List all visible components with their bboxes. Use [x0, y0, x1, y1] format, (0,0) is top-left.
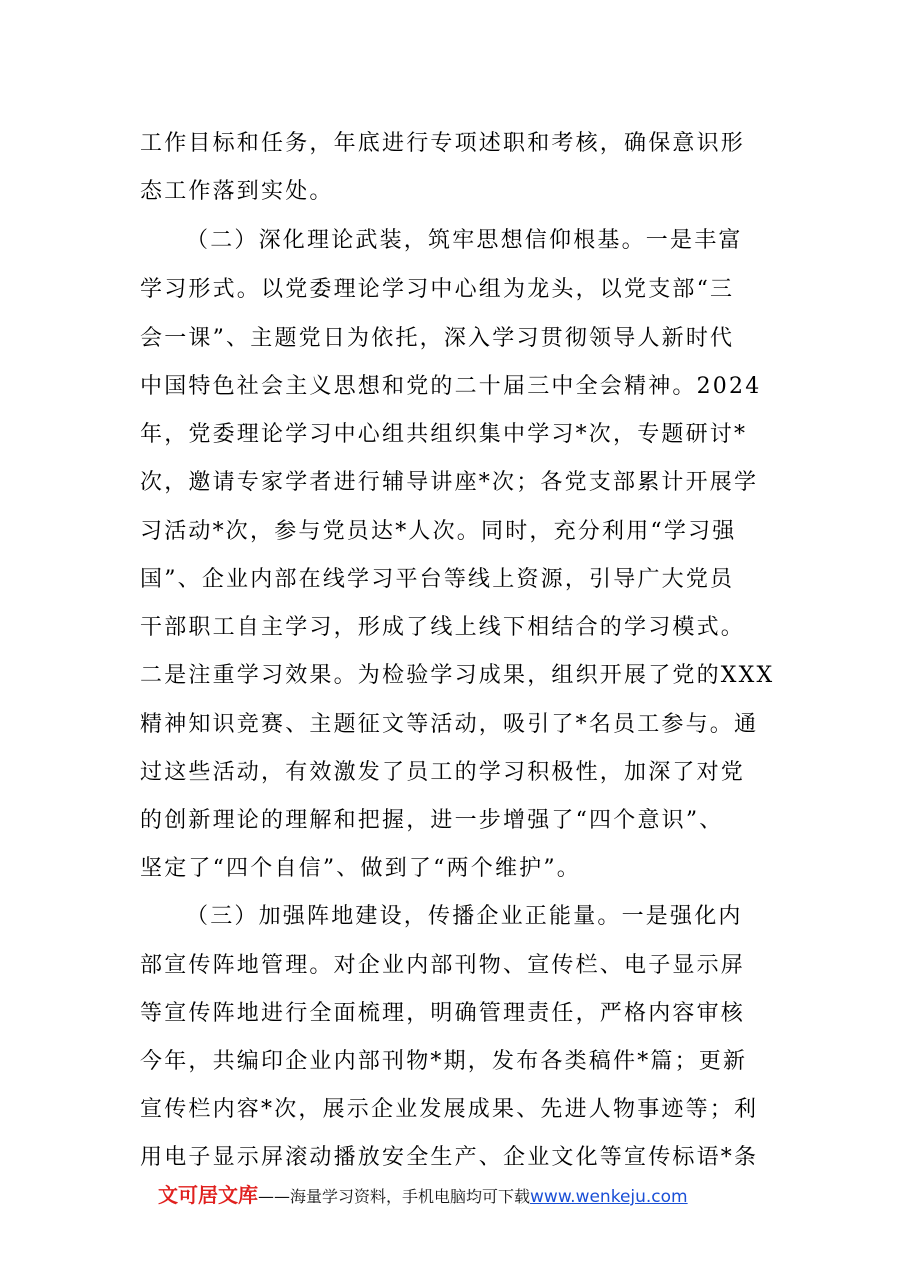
- text-line: （三）加强阵地建设，传播企业正能量。一是强化内: [186, 904, 743, 929]
- text-line: 会一课”、主题党日为依托，深入学习贯彻领导人新时代: [140, 326, 735, 351]
- text-line: （二）深化理论武装，筑牢思想信仰根基。一是丰富: [186, 228, 743, 253]
- text-line: 部宣传阵地管理。对企业内部刊物、宣传栏、电子显示屏: [140, 953, 746, 978]
- text-line: 宣传栏内容*次，展示企业发展成果、先进人物事迹等；利: [140, 1097, 759, 1122]
- text-line: 干部职工自主学习，形成了线上线下相结合的学习模式。: [140, 615, 746, 640]
- text-line: 的创新理论的理解和把握，进一步增强了“四个意识”、: [140, 808, 724, 833]
- text-line: 今年，共编印企业内部刊物*期，发布各类稿件*篇；更新: [140, 1049, 748, 1074]
- text-line: 精神知识竞赛、主题征文等活动，吸引了*名员工参与。通: [140, 712, 759, 737]
- footer-site-link[interactable]: www.wenkeju.com: [530, 1187, 688, 1207]
- text-line: 二是注重学习效果。为检验学习成果，组织开展了党的XXX: [140, 663, 775, 688]
- text-line: 工作目标和任务，年底进行专项述职和考核，确保意识形: [140, 131, 746, 156]
- text-line: 过这些活动，有效激发了员工的学习积极性，加深了对党: [140, 760, 746, 785]
- text-line: 国”、企业内部在线学习平台等线上资源，引导广大党员: [140, 567, 735, 592]
- text-line: 学习形式。以党委理论学习中心组为龙头，以党支部“三: [140, 277, 735, 302]
- text-line: 次，邀请专家学者进行辅导讲座*次；各党支部累计开展学: [140, 470, 759, 495]
- text-line: 等宣传阵地进行全面梳理，明确管理责任，严格内容审核: [140, 1001, 746, 1026]
- footer-tagline: ——海量学习资料，手机电脑均可下载: [258, 1187, 531, 1206]
- text-line: 年，党委理论学习中心组共组织集中学习*次，专题研讨*: [140, 422, 748, 447]
- footer-banner: [158, 1179, 688, 1211]
- text-line: 坚定了“四个自信”、做到了“两个维护”。: [140, 856, 581, 881]
- text-line: 习活动*次，参与党员达*人次。同时，充分利用“学习强: [140, 519, 737, 544]
- text-line: 用电子显示屏滚动播放安全生产、企业文化等宣传标语*条: [140, 1145, 759, 1170]
- text-line: 中国特色社会主义思想和党的二十届三中全会精神。2024: [140, 374, 762, 399]
- footer-brand: 文可居文库: [158, 1183, 258, 1207]
- text-line: 态工作落到实处。: [140, 179, 334, 204]
